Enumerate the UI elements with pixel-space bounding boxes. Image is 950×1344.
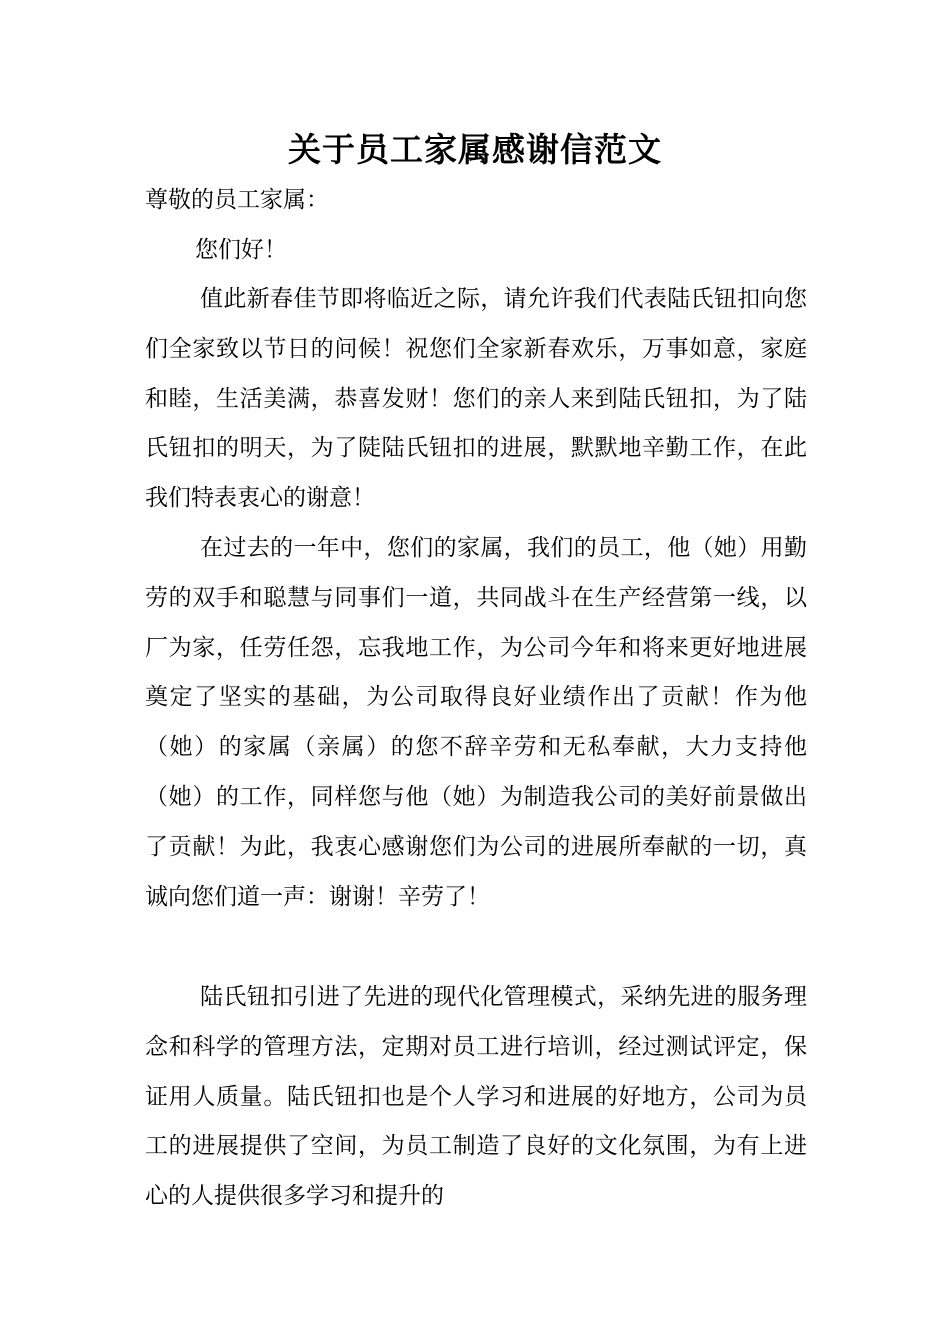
document-title: 关于员工家属感谢信范文 xyxy=(288,130,662,169)
salutation: 尊敬的员工家属： xyxy=(145,187,329,213)
paragraph-1: 值此新春佳节即将临近之际，请允许我们代表陆氏钮扣向您们全家致以节日的问候！祝您们全家新春欢乐，万事如意，家庭和睦，生活美满，恭喜发财！您们的亲人来到陆氏钮扣，为了陆氏钮扣的明天，为了陡陆氏钮扣的进展，默默地辛勤工作，在此我们特表衷心的谢意！ xyxy=(145,286,807,512)
greeting: 您们好！ xyxy=(195,237,287,263)
paragraph-3: 陆氏钮扣引进了先进的现代化管理模式，采纳先进的服务理念和科学的管理方法，定期对员工进行培训，经过测试评定，保证用人质量。陆氏钮扣也是个人学习和进展的好地方，公司为员工的进展提供了空间，为员工制造了良好的文化氛围，为有上进心的人提供很多学习和提升的 xyxy=(145,984,807,1210)
paragraph-2: 在过去的一年中，您们的家属，我们的员工，他（她）用勤劳的双手和聪慧与同事们一道，共同战斗在生产经营第一线，以厂为家，任劳任怨，忘我地工作，为公司今年和将来更好地进展奠定了坚实的基础，为公司取得良好业绩作出了贡献！作为他（她）的家属（亲属）的您不辞辛劳和无私奉献，大力支持他（她）的工作，同样您与他（她）为制造我公司的美好前景做出了贡献！为此，我衷心感谢您们为公司的进展所奉献的一切，真诚向您们道一声：谢谢！辛劳了！ xyxy=(145,535,807,910)
